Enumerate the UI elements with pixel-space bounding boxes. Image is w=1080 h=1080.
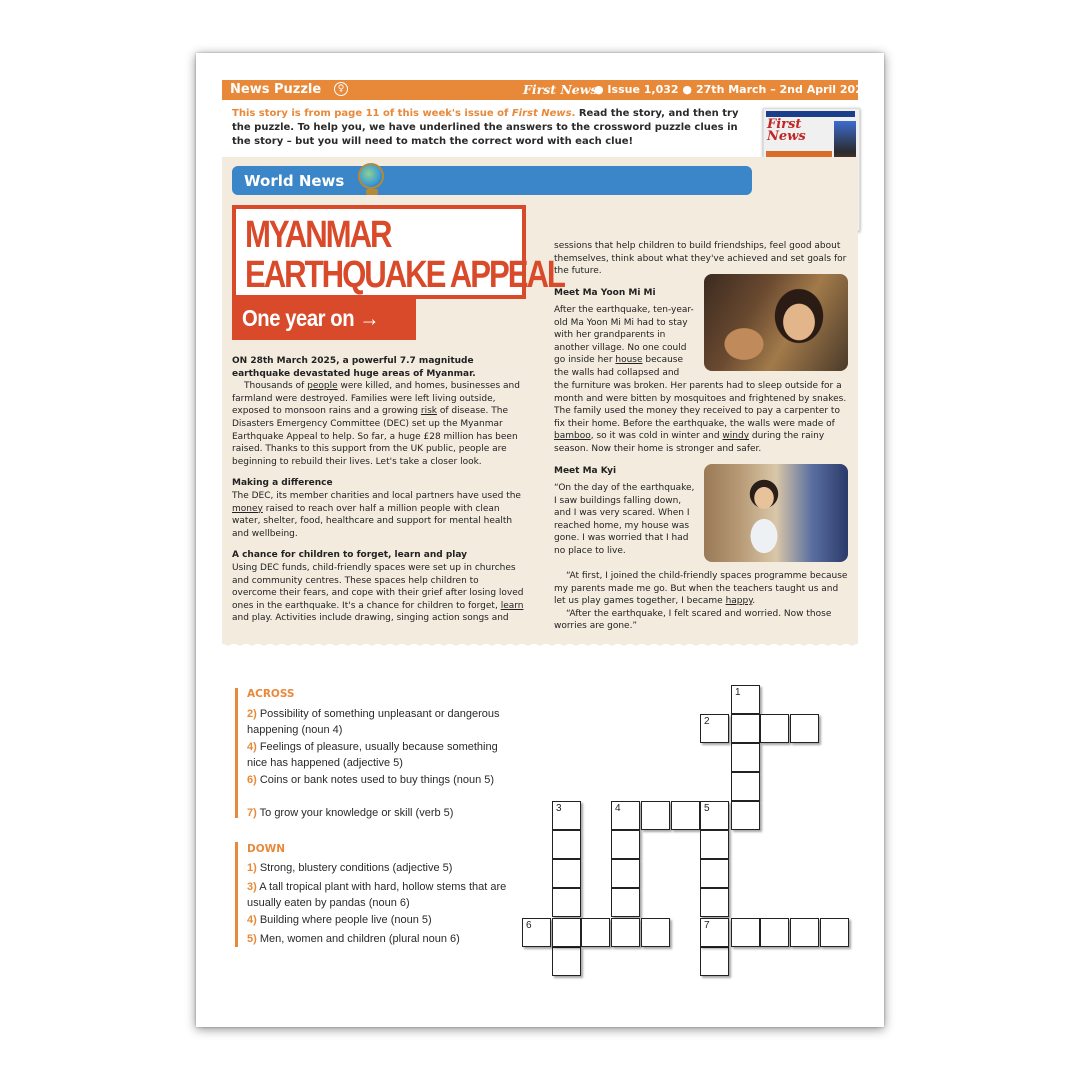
cell-number: 5 (704, 803, 710, 814)
brand-name: First News (523, 82, 598, 97)
crossword-cell[interactable] (731, 743, 760, 772)
intro-lead: This story is from page 11 of this week's issue of (232, 108, 512, 119)
crossword-cell[interactable] (611, 918, 640, 947)
crossword-cell[interactable] (731, 685, 760, 714)
clue-text: To grow your knowledge or skill (verb 5) (256, 807, 454, 819)
p2b: raised to reach over half a million people with clean water, shelter, food, healthcare and support for mental health and wellbeing. (232, 503, 513, 539)
crossword-cell[interactable] (611, 830, 640, 859)
crossword-cell[interactable] (522, 918, 551, 947)
p1b: were killed, and homes, businesses and farmland were destroyed. Families were left living outside, exposed to monsoon rains and a growing (232, 381, 520, 417)
strapline (232, 298, 416, 340)
clue-text: Coins or bank notes used to buy things (noun 5) (256, 774, 495, 786)
crossword-cell[interactable] (790, 918, 819, 947)
paragraph-ma-kyi-3: “After the earthquake, I felt scared and worried. Now those worries are gone.” (554, 608, 832, 632)
headline-line2: EARTHQUAKE APPEAL (245, 254, 564, 296)
cell-number: 3 (556, 803, 562, 814)
crossword-cell[interactable] (731, 714, 760, 743)
cover-logo-line1: First (767, 117, 802, 132)
clue-number: 1) (247, 862, 257, 874)
clue-number: 5) (247, 933, 257, 945)
crossword-cell[interactable] (760, 918, 789, 947)
crossword-cell[interactable] (820, 918, 849, 947)
c2-p1e: during the rainy season. Now their home is stronger and safer. (554, 431, 825, 454)
crossword-cell[interactable] (581, 918, 610, 947)
strapline-text: One year on → (242, 305, 380, 331)
crossword-cell[interactable] (552, 947, 581, 976)
lead-text: ON 28th March 2025, a powerful 7.7 magnitude earthquake devastated huge areas of Myanmar. (232, 356, 476, 379)
c2-p1b: because the walls had collapsed and (554, 355, 684, 378)
clue-down-3 (247, 879, 517, 911)
photo-ma-yoon-mi-mi (704, 274, 848, 371)
clue-number: 4) (247, 741, 257, 753)
crossword-cell[interactable] (760, 714, 789, 743)
crossword-cell[interactable] (552, 918, 581, 947)
intro-lead-end: . (571, 108, 576, 119)
cover-logo (767, 119, 806, 143)
across-heading: ACROSS (247, 688, 295, 700)
clue-down-5 (247, 931, 517, 947)
subheading-chance: A chance for children to forget, learn and play (232, 550, 468, 561)
article-column-right-mid (554, 380, 848, 477)
photo-ma-kyi (704, 464, 848, 562)
cell-number: 1 (735, 687, 741, 698)
answer-house: house (615, 355, 643, 366)
intro-text (232, 107, 752, 150)
answer-bamboo: bamboo (554, 431, 591, 442)
crossword-cell[interactable] (700, 801, 729, 830)
issue-dates: 27th March – 2nd April 2026 (696, 83, 871, 96)
cover-logo-line2: News (767, 129, 806, 144)
paragraph-3 (232, 562, 524, 625)
headline-box (232, 205, 564, 299)
crossword-cell[interactable] (641, 801, 670, 830)
section-banner (232, 166, 752, 195)
intro-brand: First News (511, 108, 572, 119)
article-headline (245, 215, 564, 295)
crossword-cell[interactable] (731, 801, 760, 830)
c2-p1d: , so it was cold in winter and (590, 431, 723, 442)
crossword-cell[interactable] (700, 888, 729, 917)
clue-text: Men, women and children (plural noun 6) (256, 933, 460, 945)
paragraph-ma-yoon-b (554, 380, 848, 456)
clue-text: Feelings of pleasure, usually because something nice has happened (adjective 5) (247, 741, 498, 770)
c2-p3a: “At first, I joined the child-friendly spaces programme because my parents made me go. But when the teachers taught us and let us play games together, I became (554, 571, 848, 607)
clue-across-7 (247, 805, 517, 821)
crossword-cell[interactable] (731, 918, 760, 947)
clue-number: 7) (247, 807, 257, 819)
crossword-cell[interactable] (641, 918, 670, 947)
answer-windy: windy (722, 431, 750, 442)
crossword-cell[interactable] (552, 801, 581, 830)
clue-text: Possibility of something unpleasant or dangerous happening (noun 4) (247, 708, 500, 737)
headline-line1: MYANMAR (245, 214, 391, 256)
clue-number: 2) (247, 708, 257, 720)
cell-number: 4 (615, 803, 621, 814)
paragraph-2 (232, 490, 524, 540)
clue-number: 6) (247, 774, 257, 786)
crossword-cell[interactable] (552, 888, 581, 917)
article-lead (232, 355, 524, 380)
clue-text: A tall tropical plant with hard, hollow stems that are usually eaten by pandas (noun 6) (247, 881, 507, 910)
p3b: and play. Activities include drawing, singing action songs and (232, 613, 509, 624)
answer-risk: risk (420, 406, 437, 417)
cell-number: 7 (704, 920, 710, 931)
section-banner-label: World News (244, 172, 345, 190)
p2a: The DEC, its member charities and local partners have used the (232, 490, 521, 501)
across-accent-line (235, 688, 238, 818)
section-title: News Puzzle (230, 82, 322, 97)
c2-p3b: . (752, 596, 756, 607)
issue-number: ● Issue 1,032 ● (594, 83, 692, 96)
clue-down-1 (247, 860, 517, 876)
clue-number: 3) (247, 881, 257, 893)
cell-number: 6 (526, 920, 532, 931)
clue-across-2 (247, 706, 517, 738)
c2-p1a: After the earthquake, ten-year-old Ma Yoon Mi Mi had to stay with her grandparents in another village. No one could go inside her (554, 305, 694, 366)
globe-icon (358, 163, 384, 189)
clue-down-4 (247, 912, 517, 928)
p1c: of disease. The Disasters Emergency Committee (DEC) set up the Myanmar Earthquake Appeal to help. So far, a huge £28 million has been raised. Thanks to this support from the UK public, people are beginning to rebuild their lives. Let's take a closer look. (232, 406, 518, 467)
paragraph-ma-yoon-a (554, 304, 698, 380)
crossword-cell[interactable] (611, 888, 640, 917)
clue-across-4 (247, 739, 517, 771)
clue-text: Strong, blustery conditions (adjective 5) (256, 862, 453, 874)
down-accent-line (235, 842, 238, 947)
crossword-cell[interactable] (611, 801, 640, 830)
article-column-wrap-2 (554, 482, 698, 558)
answer-people: people (307, 381, 338, 392)
paragraph-ma-kyi-quote: “On the day of the earthquake, I saw buildings falling down, and I was very scared. When I reached home, my house was gone. I was worried that I had no place to live. (554, 483, 695, 556)
clue-number: 4) (247, 914, 257, 926)
answer-happy: happy (725, 596, 753, 607)
article-column-right-bottom (554, 570, 848, 633)
subheading-ma-kyi: Meet Ma Kyi (554, 465, 617, 476)
crossword-cell[interactable] (552, 859, 581, 888)
c2-p1c: the furniture was broken. Her parents had to sleep outside for a month and were bitten by mosquitoes and frightened by snakes. The family used the money they received to pay a carpenter to fix their home. Before the earthquake, the walls were made of (554, 381, 847, 429)
crossword-cell[interactable] (700, 859, 729, 888)
p1a: Thousands of (244, 381, 308, 392)
answer-learn: learn (500, 600, 524, 611)
lightbulb-icon: ♀ (334, 82, 348, 96)
crossword-cell[interactable] (790, 714, 819, 743)
torn-edge (222, 640, 858, 650)
crossword-cell[interactable] (700, 947, 729, 976)
paragraph-continued: sessions that help children to build friendships, feel good about themselves, think about what they've achieved and set goals for the future. (554, 241, 847, 277)
crossword-cell[interactable] (731, 772, 760, 801)
p3a: Using DEC funds, child-friendly spaces were set up in churches and community centres. These spaces help children to overcome their fears, and cope with their grief after losing loved ones in the earthquake. It's a chance for children to forget, (232, 562, 524, 611)
header-bar (222, 80, 871, 100)
crossword-cell[interactable] (700, 830, 729, 859)
crossword-cell[interactable] (671, 801, 700, 830)
clue-across-6 (247, 772, 517, 788)
crossword-cell[interactable] (611, 859, 640, 888)
article-column-left (232, 355, 524, 625)
crossword-cell[interactable] (700, 918, 729, 947)
down-heading: DOWN (247, 843, 286, 855)
paragraph-1 (232, 380, 524, 468)
subheading-ma-yoon: Meet Ma Yoon Mi Mi (554, 287, 656, 298)
crossword-cell[interactable] (552, 830, 581, 859)
subheading-making-difference: Making a difference (232, 478, 333, 489)
crossword-cell[interactable] (700, 714, 729, 743)
article-column-wrap-1 (554, 304, 698, 380)
answer-money: money (232, 503, 263, 514)
cell-number: 2 (704, 716, 710, 727)
intro-instructions: Read the story, and then try the puzzle. To help you, we have underlined the answers to the crossword puzzle clues in the story – but you will need to match the correct word with each clue! (232, 108, 739, 148)
paragraph-ma-kyi-2 (554, 570, 848, 608)
clue-text: Building where people live (noun 5) (256, 914, 432, 926)
globe-stand-icon (366, 189, 378, 195)
